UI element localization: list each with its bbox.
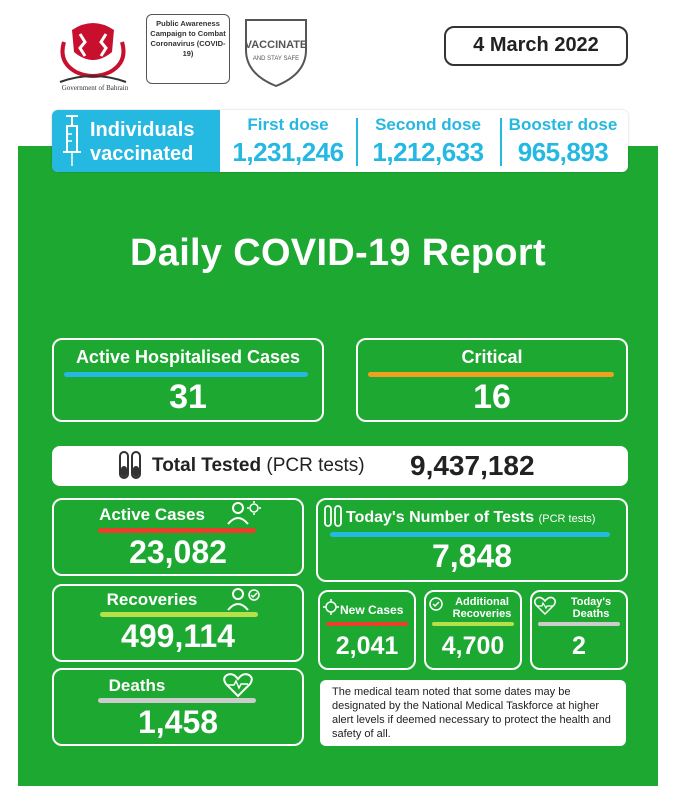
- recoveries-value: 499,114: [121, 618, 235, 654]
- new-cases-value: 2,041: [335, 632, 399, 660]
- report-date: 4 March 2022: [444, 26, 628, 66]
- stay-safe-label: AND STAY SAFE: [252, 56, 300, 62]
- dose-divider: [500, 118, 502, 166]
- todays-tests-title: Today's Number of Tests: [346, 509, 535, 526]
- first-dose-value: 1,231,246: [232, 137, 344, 167]
- second-dose-value: 1,212,633: [372, 137, 484, 167]
- recovery-person-icon: [224, 586, 264, 612]
- active-cases-value: 23,082: [129, 534, 227, 570]
- todays-deaths-value: 2: [572, 632, 586, 660]
- additional-recoveries-underline: [432, 622, 514, 626]
- dose-divider: [356, 118, 358, 166]
- booster-dose-value: 965,893: [517, 137, 609, 167]
- additional-recoveries-value: 4,700: [441, 632, 505, 660]
- total-tested-label: [152, 455, 365, 477]
- todays-tests-value: 7,848: [431, 538, 513, 574]
- active-cases-label: Active Cases: [99, 505, 205, 524]
- critical-label: Critical: [461, 347, 523, 367]
- first-dose-label: First dose: [247, 115, 329, 134]
- additional-recoveries-label: Additional Recoveries: [452, 596, 512, 620]
- total-tested-sub: (PCR tests): [266, 455, 365, 476]
- hospitalised-underline: [64, 372, 308, 377]
- deaths-value: 1,458: [137, 704, 219, 740]
- syringe-icon: [58, 114, 86, 168]
- test-tubes-icon: [322, 504, 344, 528]
- hospitalised-label: Active Hospitalised Cases: [75, 347, 301, 367]
- total-tested-title: Total Tested: [152, 455, 262, 476]
- vaccination-tag-label: Individuals vaccinated: [90, 119, 195, 165]
- vaccinate-shield-icon: [236, 10, 316, 90]
- recoveries-underline: [100, 612, 258, 617]
- total-tested-value: 9,437,182: [410, 450, 535, 481]
- second-dose-label: Second dose: [375, 115, 481, 134]
- new-cases-underline: [326, 622, 408, 626]
- gov-label: Government of Bahrain: [61, 84, 129, 92]
- heartbeat-icon: [533, 596, 557, 616]
- todays-deaths-underline: [538, 622, 620, 626]
- campaign-badge: Public Awareness Campaign to Combat Coronavirus (COVID-19): [146, 14, 230, 84]
- heartbeat-icon: [222, 672, 254, 698]
- test-tubes-icon: [116, 450, 144, 482]
- deaths-underline: [98, 698, 256, 703]
- critical-underline: [368, 372, 614, 377]
- medical-note: The medical team noted that some dates may be designated by the National Medical Taskforce at higher alert levels if deemed necessary to protect the health and safety of all.: [320, 680, 626, 746]
- recovery-icon: [427, 595, 445, 613]
- active-cases-underline: [98, 528, 256, 533]
- new-cases-label: New Cases: [340, 603, 404, 617]
- todays-tests-underline: [330, 532, 610, 537]
- bahrain-emblem-icon: [52, 12, 134, 90]
- todays-tests-label: [346, 509, 626, 527]
- deaths-label: Deaths: [108, 676, 166, 695]
- virus-icon: [322, 598, 340, 616]
- todays-deaths-label: Today's Deaths: [570, 596, 612, 620]
- critical-value: 16: [473, 378, 511, 416]
- todays-tests-sub: (PCR tests): [538, 513, 596, 525]
- virus-person-icon: [224, 500, 264, 526]
- vaccinate-label: VACCINATE: [244, 39, 308, 51]
- hospitalised-value: 31: [169, 378, 207, 416]
- booster-dose-label: Booster dose: [508, 115, 618, 134]
- recoveries-label: Recoveries: [106, 590, 198, 609]
- report-title: Daily COVID-19 Report: [130, 232, 546, 274]
